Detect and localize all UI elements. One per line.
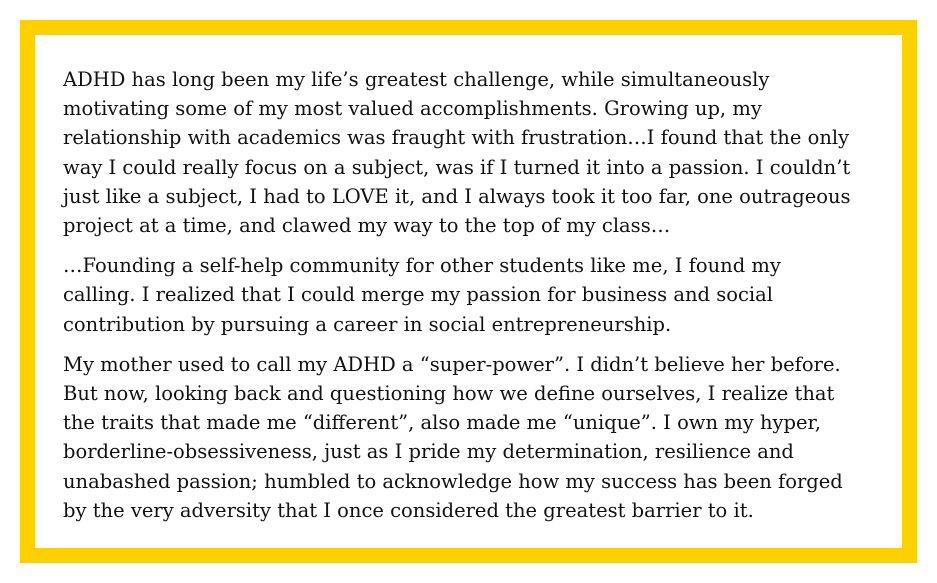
paragraph-2: …Founding a self-help community for other students like me, I found my calling. I realized that I could merge my passion for business and social contribution by pursuing a career in social entrepreneurship. [63, 254, 781, 336]
quote-frame [20, 20, 917, 563]
paragraph-1: ADHD has long been my life’s greatest challenge, while simultaneously motivating some of my most valued accomplishments. Growing up, my relationship with academics was fraught with frustration…I found that the only way I could really focus on a subject, was if I turned it into a passion. I couldn’t just like a subject, I had to LOVE it, and I always took it too far, one outrageous project at a time, and clawed my way to the top of my class… [63, 68, 851, 238]
paragraph-3: My mother used to call my ADHD a “super-power”. I didn’t believe her before. But now, looking back and questioning how we define ourselves, I realize that the traits that made me “different”, also made me “unique”. I own my hyper, borderline-obsessiveness, just as I pride my determination, resilience and unabashed passion; humbled to acknowledge how my success has been forged by the very adversity that I once considered the greatest barrier to it. [63, 352, 843, 522]
quote-text-block [63, 65, 883, 536]
